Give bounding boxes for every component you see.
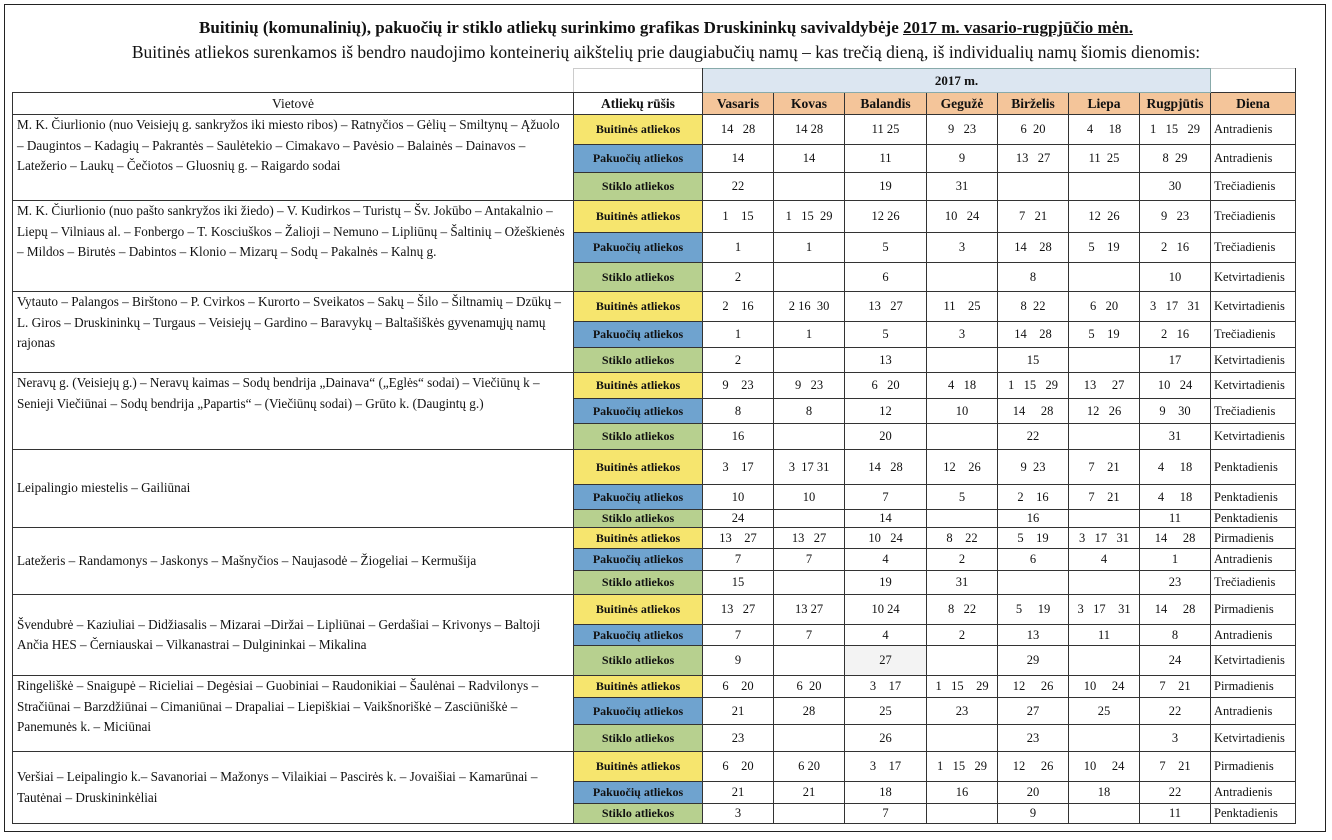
date-cell: 4 18 <box>927 373 998 399</box>
table-row <box>13 115 1296 145</box>
date-cell: 19 <box>845 571 927 595</box>
date-cell: 3 17 <box>703 450 774 485</box>
date-cell: 6 20 <box>774 676 845 698</box>
date-cell: 1 15 29 <box>927 676 998 698</box>
table-row <box>13 528 1296 549</box>
date-cell: 1 15 29 <box>1140 115 1211 145</box>
date-cell <box>774 804 845 824</box>
date-cell: 5 19 <box>1069 322 1140 348</box>
date-cell: 11 <box>1069 625 1140 646</box>
date-cell: 8 22 <box>927 595 998 625</box>
waste-type-cell: Buitinės atliekos <box>574 201 703 233</box>
date-cell <box>998 173 1069 201</box>
date-cell: 7 21 <box>1069 485 1140 510</box>
date-cell: 26 <box>845 725 927 752</box>
date-cell: 12 26 <box>998 752 1069 782</box>
date-cell: 24 <box>1140 646 1211 676</box>
date-cell: 14 28 <box>998 322 1069 348</box>
date-cell: 3 <box>927 322 998 348</box>
date-cell: 13 27 <box>845 292 927 322</box>
date-cell: 9 <box>927 145 998 173</box>
date-cell: 1 <box>703 233 774 263</box>
date-cell: 10 24 <box>1140 373 1211 399</box>
date-cell: 10 24 <box>845 595 927 625</box>
day-cell: Ketvirtadienis <box>1211 424 1296 450</box>
waste-type-cell: Pakuočių atliekos <box>574 145 703 173</box>
title-period: 2017 m. vasario-rugpjūčio mėn. <box>903 18 1133 37</box>
date-cell <box>774 725 845 752</box>
day-cell: Penktadienis <box>1211 485 1296 510</box>
date-cell: 23 <box>1140 571 1211 595</box>
location-cell: Neravų g. (Veisiejų g.) – Neravų kaimas – Sodų bendrija „Dainava“ („Eglės“ sodai) – Viečiūnų k – Senieji Viečiūnai – Sodų bendrija „Papartis“ – (Viečiūnų sodai) – Grūto k. (Daugintų g.) <box>13 373 574 450</box>
date-cell <box>927 348 998 373</box>
date-cell: 30 <box>1140 173 1211 201</box>
waste-type-cell: Stiklo atliekos <box>574 173 703 201</box>
date-cell <box>998 571 1069 595</box>
date-cell: 9 30 <box>1140 399 1211 424</box>
date-cell: 22 <box>1140 698 1211 725</box>
waste-type-cell: Stiklo atliekos <box>574 348 703 373</box>
date-cell: 16 <box>927 782 998 804</box>
location-cell: M. K. Čiurlionio (nuo Veisiejų g. sankryžos iki miesto ribos) – Ratnyčios – Gėlių – Smiltynų – Ąžuolo – Daugintos – Kadagių – Pakrantės – Saulėtekio – Cimakavo – Pavėsio – Balainės – Dainavos – Latežerio – Laukų – Čečiotos – Gluosnių g. – Raigardo sodai <box>13 115 574 201</box>
date-cell: 15 <box>998 348 1069 373</box>
date-cell: 12 26 <box>998 676 1069 698</box>
year-row <box>13 69 1296 93</box>
date-cell: 10 <box>927 399 998 424</box>
date-cell: 1 <box>774 233 845 263</box>
waste-type-cell: Pakuočių atliekos <box>574 782 703 804</box>
blank-cell <box>13 69 574 93</box>
date-cell: 3 17 <box>845 676 927 698</box>
date-cell: 6 <box>845 263 927 292</box>
date-cell: 14 28 <box>845 450 927 485</box>
table-row <box>13 595 1296 625</box>
blank-cell <box>1211 69 1296 93</box>
page-title <box>0 18 1332 38</box>
date-cell <box>1069 424 1140 450</box>
date-cell: 10 <box>774 485 845 510</box>
table-row <box>13 373 1296 399</box>
date-cell: 6 20 <box>998 115 1069 145</box>
day-cell: Trečiadienis <box>1211 571 1296 595</box>
date-cell: 8 22 <box>927 528 998 549</box>
date-cell: 13 <box>998 625 1069 646</box>
date-cell: 7 <box>703 549 774 571</box>
date-cell: 6 20 <box>774 752 845 782</box>
date-cell: 11 25 <box>1069 145 1140 173</box>
date-cell: 3 <box>703 804 774 824</box>
day-cell: Antradienis <box>1211 115 1296 145</box>
header-month: Birželis <box>998 93 1069 115</box>
date-cell: 14 <box>774 145 845 173</box>
header-month: Liepa <box>1069 93 1140 115</box>
header-row <box>13 93 1296 115</box>
date-cell: 9 <box>703 646 774 676</box>
date-cell: 6 20 <box>1069 292 1140 322</box>
day-cell: Trečiadienis <box>1211 233 1296 263</box>
table-row <box>13 676 1296 698</box>
date-cell: 14 28 <box>998 233 1069 263</box>
header-month: Rugpjūtis <box>1140 93 1211 115</box>
date-cell: 13 27 <box>774 595 845 625</box>
date-cell: 27 <box>845 646 927 676</box>
day-cell: Antradienis <box>1211 145 1296 173</box>
date-cell: 31 <box>927 173 998 201</box>
day-cell: Penktadienis <box>1211 510 1296 528</box>
date-cell: 1 <box>1140 549 1211 571</box>
date-cell: 4 <box>845 549 927 571</box>
date-cell <box>1069 646 1140 676</box>
waste-type-cell: Stiklo atliekos <box>574 725 703 752</box>
date-cell: 12 26 <box>1069 201 1140 233</box>
date-cell: 7 21 <box>1140 676 1211 698</box>
date-cell: 3 17 31 <box>774 450 845 485</box>
header-month: Vasaris <box>703 93 774 115</box>
location-cell: Veršiai – Leipalingio k.– Savanoriai – Mažonys – Vilaikiai – Pascirės k. – Jovaišiai – Kamarūnai – Tautėnai – Druskininkėliai <box>13 752 574 824</box>
date-cell: 21 <box>774 782 845 804</box>
date-cell: 10 24 <box>845 528 927 549</box>
waste-type-cell: Stiklo atliekos <box>574 424 703 450</box>
date-cell: 3 17 31 <box>1069 595 1140 625</box>
date-cell: 3 17 31 <box>1140 292 1211 322</box>
date-cell: 2 16 <box>1140 233 1211 263</box>
date-cell: 19 <box>845 173 927 201</box>
day-cell: Trečiadienis <box>1211 322 1296 348</box>
day-cell: Ketvirtadienis <box>1211 373 1296 399</box>
page-subtitle: Buitinės atliekos surenkamos iš bendro naudojimo konteinerių aikštelių prie daugiabučių namų – kas trečią dieną, iš individualių namų šiomis dienomis: <box>131 42 1201 62</box>
day-cell: Ketvirtadienis <box>1211 348 1296 373</box>
location-cell: Leipalingio miestelis – Gailiūnai <box>13 450 574 528</box>
date-cell: 25 <box>1069 698 1140 725</box>
date-cell: 2 16 <box>703 292 774 322</box>
date-cell: 14 <box>703 145 774 173</box>
date-cell: 1 <box>774 322 845 348</box>
date-cell: 17 <box>1140 348 1211 373</box>
date-cell: 1 15 29 <box>774 201 845 233</box>
date-cell: 4 18 <box>1069 115 1140 145</box>
date-cell: 16 <box>703 424 774 450</box>
date-cell: 3 <box>927 233 998 263</box>
date-cell: 23 <box>703 725 774 752</box>
date-cell: 13 27 <box>703 528 774 549</box>
date-cell: 10 24 <box>1069 752 1140 782</box>
date-cell: 14 28 <box>703 115 774 145</box>
waste-type-cell: Stiklo atliekos <box>574 646 703 676</box>
date-cell: 22 <box>998 424 1069 450</box>
location-cell: Latežeris – Randamonys – Jaskonys – Mašnyčios – Naujasodė – Žiogeliai – Kermušija <box>13 528 574 595</box>
location-cell: M. K. Čiurlionio (nuo pašto sankryžos iki žiedo) – V. Kudirkos – Turistų – Šv. Jokūbo – Antakalnio – Liepų – Vilniaus al. – Fonbergo – T. Kosciuškos – Žalioji – Nemuno – Lipliūnų – Šaltinių – Ožeškienės – Mildos – Birutės – Dabintos – Klonio – Mizarų – Sodų – Pakalnės – Kalnų g. <box>13 201 574 292</box>
date-cell: 16 <box>998 510 1069 528</box>
waste-type-cell: Buitinės atliekos <box>574 115 703 145</box>
date-cell: 10 <box>703 485 774 510</box>
date-cell: 8 <box>998 263 1069 292</box>
header-month: Kovas <box>774 93 845 115</box>
date-cell <box>927 725 998 752</box>
day-cell: Antradienis <box>1211 549 1296 571</box>
date-cell: 21 <box>703 698 774 725</box>
day-cell: Trečiadienis <box>1211 201 1296 233</box>
date-cell: 22 <box>1140 782 1211 804</box>
date-cell: 9 <box>998 804 1069 824</box>
date-cell: 21 <box>703 782 774 804</box>
date-cell <box>1069 348 1140 373</box>
date-cell: 7 21 <box>998 201 1069 233</box>
date-cell: 2 16 30 <box>774 292 845 322</box>
date-cell: 7 21 <box>1069 450 1140 485</box>
waste-type-cell: Pakuočių atliekos <box>574 233 703 263</box>
waste-type-cell: Pakuočių atliekos <box>574 698 703 725</box>
waste-type-cell: Buitinės atliekos <box>574 373 703 399</box>
date-cell: 13 27 <box>703 595 774 625</box>
date-cell <box>1069 263 1140 292</box>
date-cell <box>774 571 845 595</box>
date-cell: 31 <box>927 571 998 595</box>
waste-type-cell: Stiklo atliekos <box>574 510 703 528</box>
date-cell <box>1069 510 1140 528</box>
date-cell <box>1069 804 1140 824</box>
year-header: 2017 m. <box>703 69 1211 93</box>
day-cell: Ketvirtadienis <box>1211 263 1296 292</box>
date-cell: 5 19 <box>998 595 1069 625</box>
date-cell: 5 <box>845 233 927 263</box>
header-month: Balandis <box>845 93 927 115</box>
date-cell: 3 17 <box>845 752 927 782</box>
schedule-table <box>12 68 1296 824</box>
title-main: Buitinių (komunalinių), pakuočių ir stiklo atliekų surinkimo grafikas Druskininkų savivaldybėje <box>199 18 903 37</box>
date-cell: 4 18 <box>1140 450 1211 485</box>
date-cell: 14 28 <box>1140 595 1211 625</box>
date-cell: 9 23 <box>998 450 1069 485</box>
date-cell: 7 <box>774 549 845 571</box>
date-cell: 6 <box>998 549 1069 571</box>
waste-type-cell: Buitinės atliekos <box>574 752 703 782</box>
day-cell: Pirmadienis <box>1211 595 1296 625</box>
date-cell: 12 <box>845 399 927 424</box>
date-cell <box>927 424 998 450</box>
waste-type-cell: Pakuočių atliekos <box>574 485 703 510</box>
date-cell <box>927 646 998 676</box>
date-cell: 14 28 <box>998 399 1069 424</box>
date-cell: 22 <box>703 173 774 201</box>
date-cell: 9 23 <box>927 115 998 145</box>
date-cell: 6 20 <box>703 752 774 782</box>
table-row <box>13 292 1296 322</box>
date-cell: 8 <box>703 399 774 424</box>
header-month: Gegužė <box>927 93 998 115</box>
date-cell: 31 <box>1140 424 1211 450</box>
date-cell: 8 29 <box>1140 145 1211 173</box>
waste-type-cell: Pakuočių atliekos <box>574 549 703 571</box>
day-cell: Antradienis <box>1211 782 1296 804</box>
date-cell: 1 15 29 <box>927 752 998 782</box>
day-cell: Penktadienis <box>1211 804 1296 824</box>
date-cell: 15 <box>703 571 774 595</box>
date-cell: 28 <box>774 698 845 725</box>
table-row <box>13 201 1296 233</box>
date-cell: 13 27 <box>1069 373 1140 399</box>
date-cell: 8 22 <box>998 292 1069 322</box>
date-cell: 2 16 <box>1140 322 1211 348</box>
date-cell: 13 <box>845 348 927 373</box>
date-cell: 7 <box>845 804 927 824</box>
waste-type-cell: Buitinės atliekos <box>574 676 703 698</box>
date-cell: 5 19 <box>998 528 1069 549</box>
waste-type-cell: Pakuočių atliekos <box>574 625 703 646</box>
date-cell: 1 15 <box>703 201 774 233</box>
date-cell: 3 <box>1140 725 1211 752</box>
date-cell: 14 28 <box>774 115 845 145</box>
header-day: Diena <box>1211 93 1296 115</box>
date-cell: 24 <box>703 510 774 528</box>
date-cell: 2 <box>703 263 774 292</box>
date-cell: 13 27 <box>998 145 1069 173</box>
date-cell: 9 23 <box>703 373 774 399</box>
date-cell: 11 <box>1140 804 1211 824</box>
date-cell: 2 <box>703 348 774 373</box>
waste-type-cell: Stiklo atliekos <box>574 571 703 595</box>
date-cell: 3 17 31 <box>1069 528 1140 549</box>
day-cell: Ketvirtadienis <box>1211 292 1296 322</box>
location-cell: Vytauto – Palangos – Birštono – P. Cvirkos – Kurorto – Sveikatos – Sakų – Šilo – Šiltnamių – Dzūkų – L. Giros – Druskininkų – Turgaus – Veisiejų – Gardino – Baravykų – Baltašiškės gyvenamųjų namų rajonas <box>13 292 574 373</box>
location-cell: Ringeliškė – Snaigupė – Ricieliai – Degėsiai – Guobiniai – Raudonikiai – Šaulėnai – Radvilonys – Stračiūnai – Barzdžiūnai – Cimaniūnai – Drapaliai – Liepiškiai – Vaikšnoriškė – Zasciūniškė – Panemunės k. – Miciūnai <box>13 676 574 752</box>
date-cell: 25 <box>845 698 927 725</box>
date-cell: 11 25 <box>845 115 927 145</box>
waste-type-cell: Buitinės atliekos <box>574 528 703 549</box>
waste-type-cell: Buitinės atliekos <box>574 292 703 322</box>
day-cell: Trečiadienis <box>1211 399 1296 424</box>
date-cell <box>774 646 845 676</box>
date-cell: 6 20 <box>845 373 927 399</box>
date-cell <box>927 804 998 824</box>
date-cell: 5 19 <box>1069 233 1140 263</box>
day-cell: Trečiadienis <box>1211 173 1296 201</box>
date-cell: 11 25 <box>927 292 998 322</box>
waste-type-cell: Stiklo atliekos <box>574 804 703 824</box>
waste-type-cell: Pakuočių atliekos <box>574 322 703 348</box>
date-cell: 2 <box>927 549 998 571</box>
date-cell: 11 <box>845 145 927 173</box>
date-cell: 9 23 <box>1140 201 1211 233</box>
date-cell: 8 <box>774 399 845 424</box>
date-cell: 2 <box>927 625 998 646</box>
date-cell <box>774 263 845 292</box>
date-cell: 12 26 <box>1069 399 1140 424</box>
day-cell: Antradienis <box>1211 625 1296 646</box>
date-cell: 20 <box>845 424 927 450</box>
date-cell <box>927 263 998 292</box>
date-cell: 4 <box>845 625 927 646</box>
date-cell: 10 <box>1140 263 1211 292</box>
date-cell: 29 <box>998 646 1069 676</box>
date-cell <box>774 510 845 528</box>
date-cell: 27 <box>998 698 1069 725</box>
date-cell <box>774 173 845 201</box>
day-cell: Penktadienis <box>1211 450 1296 485</box>
day-cell: Ketvirtadienis <box>1211 725 1296 752</box>
waste-type-cell: Pakuočių atliekos <box>574 399 703 424</box>
date-cell <box>1069 173 1140 201</box>
date-cell: 18 <box>1069 782 1140 804</box>
date-cell: 7 21 <box>1140 752 1211 782</box>
date-cell: 4 <box>1069 549 1140 571</box>
date-cell: 12 26 <box>927 450 998 485</box>
date-cell: 9 23 <box>774 373 845 399</box>
date-cell: 23 <box>927 698 998 725</box>
date-cell: 8 <box>1140 625 1211 646</box>
header-location: Vietovė <box>13 93 574 115</box>
date-cell: 7 <box>703 625 774 646</box>
date-cell: 6 20 <box>703 676 774 698</box>
date-cell: 7 <box>774 625 845 646</box>
day-cell: Pirmadienis <box>1211 752 1296 782</box>
waste-type-cell: Stiklo atliekos <box>574 263 703 292</box>
date-cell: 10 24 <box>927 201 998 233</box>
location-cell: Švendubrė – Kaziuliai – Didžiasalis – Mizarai –Diržai – Lipliūnai – Gerdašiai – Krivonys – Baltoji Ančia HES – Černiauskai – Vilkanastrai – Dulgininkai – Mikalina <box>13 595 574 676</box>
waste-type-cell: Buitinės atliekos <box>574 450 703 485</box>
blank-cell <box>574 69 703 93</box>
table-row <box>13 450 1296 485</box>
date-cell <box>927 510 998 528</box>
day-cell: Pirmadienis <box>1211 528 1296 549</box>
day-cell: Ketvirtadienis <box>1211 646 1296 676</box>
date-cell: 10 24 <box>1069 676 1140 698</box>
date-cell: 7 <box>845 485 927 510</box>
date-cell <box>774 348 845 373</box>
date-cell: 1 <box>703 322 774 348</box>
date-cell <box>1069 571 1140 595</box>
date-cell: 2 16 <box>998 485 1069 510</box>
date-cell <box>1069 725 1140 752</box>
date-cell: 4 18 <box>1140 485 1211 510</box>
date-cell: 23 <box>998 725 1069 752</box>
day-cell: Antradienis <box>1211 698 1296 725</box>
date-cell <box>774 424 845 450</box>
date-cell: 13 27 <box>774 528 845 549</box>
date-cell: 14 28 <box>1140 528 1211 549</box>
date-cell: 20 <box>998 782 1069 804</box>
date-cell: 12 26 <box>845 201 927 233</box>
date-cell: 5 <box>845 322 927 348</box>
table-row <box>13 752 1296 782</box>
date-cell: 5 <box>927 485 998 510</box>
day-cell: Pirmadienis <box>1211 676 1296 698</box>
waste-type-cell: Buitinės atliekos <box>574 595 703 625</box>
date-cell: 18 <box>845 782 927 804</box>
date-cell: 11 <box>1140 510 1211 528</box>
date-cell: 1 15 29 <box>998 373 1069 399</box>
date-cell: 14 <box>845 510 927 528</box>
header-waste-type: Atliekų rūšis <box>574 93 703 115</box>
